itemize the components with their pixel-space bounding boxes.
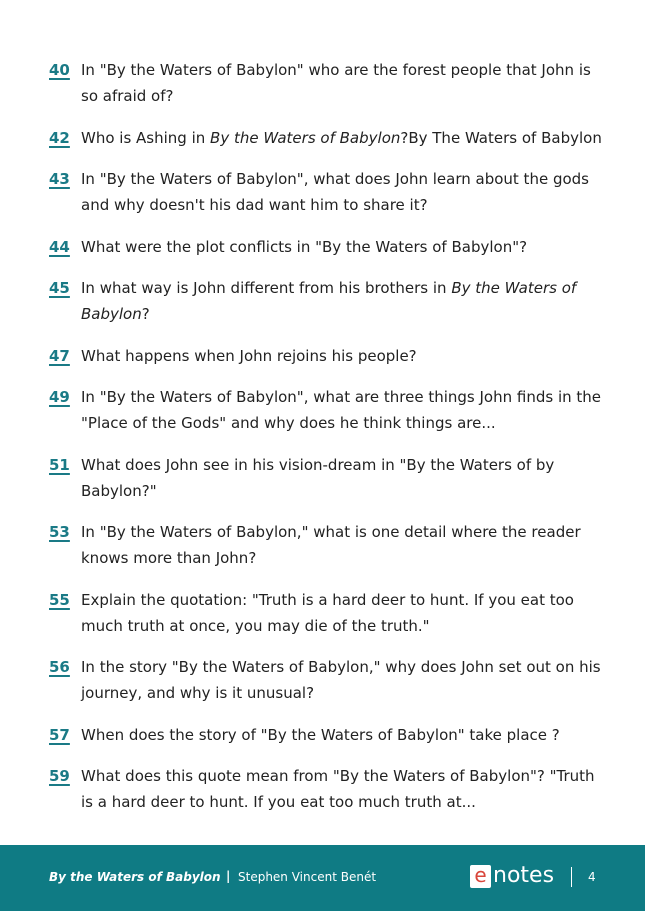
question-item: [49, 763, 609, 815]
footer-author: Stephen Vincent Benét: [238, 870, 377, 884]
enotes-logo[interactable]: [470, 864, 554, 888]
question-item: [49, 275, 609, 327]
question-text-part: When does the story of "By the Waters of Babylon" take place ?: [81, 725, 560, 744]
question-text-link[interactable]: [81, 654, 609, 706]
question-item: [49, 722, 609, 748]
question-text-link[interactable]: [81, 57, 609, 109]
question-text-link[interactable]: [81, 519, 609, 571]
question-text-part: What happens when John rejoins his people?: [81, 346, 417, 365]
question-number-link[interactable]: 43: [49, 170, 70, 188]
question-text-link[interactable]: [81, 166, 609, 218]
question-text-part: ?: [141, 305, 150, 323]
question-text-part: In the story "By the Waters of Babylon," why does John set out on his journey, and why is it unusual?: [81, 658, 601, 702]
question-item: [49, 234, 609, 260]
question-number-link[interactable]: 53: [49, 523, 70, 541]
page-number: 4: [588, 870, 596, 884]
question-item: [49, 57, 609, 109]
question-text-part: ?By The Waters of Babylon: [400, 128, 602, 147]
question-number-link[interactable]: 55: [49, 590, 70, 609]
question-item: [49, 343, 609, 369]
question-text-part: In "By the Waters of Babylon," what is one detail where the reader knows more than John?: [81, 523, 581, 567]
footer-divider: [571, 867, 572, 887]
logo-word: notes: [493, 863, 555, 888]
question-number-link[interactable]: 40: [49, 61, 70, 79]
question-title-italic: By the Waters of Babylon: [81, 279, 577, 323]
question-item: [49, 519, 609, 571]
question-item: [49, 384, 609, 436]
question-list: [49, 57, 609, 831]
question-number-link[interactable]: 59: [49, 767, 70, 785]
question-text-link[interactable]: [81, 275, 609, 327]
question-text-link[interactable]: [81, 343, 609, 369]
question-text-part: What does John see in his vision-dream in "By the Waters of by Babylon?": [81, 455, 555, 500]
footer-separator: |: [226, 869, 231, 883]
question-text-link[interactable]: [81, 763, 609, 815]
question-title-italic: By the Waters of Babylon: [210, 128, 401, 147]
logo-e-icon: e: [470, 865, 491, 888]
question-text-part: In "By the Waters of Babylon", what does John learn about the gods and why doesn't his dad want him to share it?: [81, 170, 589, 214]
question-item: [49, 166, 609, 218]
question-text-part: Who is Ashing in: [81, 128, 211, 147]
question-item: [49, 125, 609, 151]
question-text-part: In what way is John different from his brothers in: [81, 279, 452, 297]
footer-book-title: By the Waters of Babylon: [49, 870, 221, 884]
question-text-link[interactable]: [81, 452, 609, 504]
question-number-link[interactable]: 57: [49, 725, 70, 744]
footer-bar: [0, 845, 645, 911]
question-text-link[interactable]: [81, 722, 609, 748]
question-item: [49, 587, 609, 639]
question-number-link[interactable]: 42: [49, 128, 70, 147]
question-item: [49, 654, 609, 706]
question-text-part: Explain the quotation: "Truth is a hard deer to hunt. If you eat too much truth at once, you may die of the truth.": [81, 590, 574, 635]
question-text-link[interactable]: [81, 384, 609, 436]
question-number-link[interactable]: 44: [49, 237, 70, 256]
question-number-link[interactable]: 45: [49, 279, 70, 297]
question-text-part: What does this quote mean from "By the Waters of Babylon"? "Truth is a hard deer to hunt. If you eat too much truth at...: [81, 767, 595, 811]
question-text-link[interactable]: [81, 125, 609, 151]
question-text-part: In "By the Waters of Babylon" who are the forest people that John is so afraid of?: [81, 61, 591, 105]
question-text-link[interactable]: [81, 587, 609, 639]
question-number-link[interactable]: 51: [49, 455, 70, 474]
question-number-link[interactable]: 47: [49, 346, 70, 365]
question-number-link[interactable]: 49: [49, 388, 70, 406]
question-text-part: What were the plot conflicts in "By the Waters of Babylon"?: [81, 237, 528, 256]
question-number-link[interactable]: 56: [49, 658, 70, 676]
question-text-part: In "By the Waters of Babylon", what are three things John finds in the "Place of the Gods" and why does he think things are...: [81, 388, 601, 432]
question-item: [49, 452, 609, 504]
question-text-link[interactable]: [81, 234, 609, 260]
